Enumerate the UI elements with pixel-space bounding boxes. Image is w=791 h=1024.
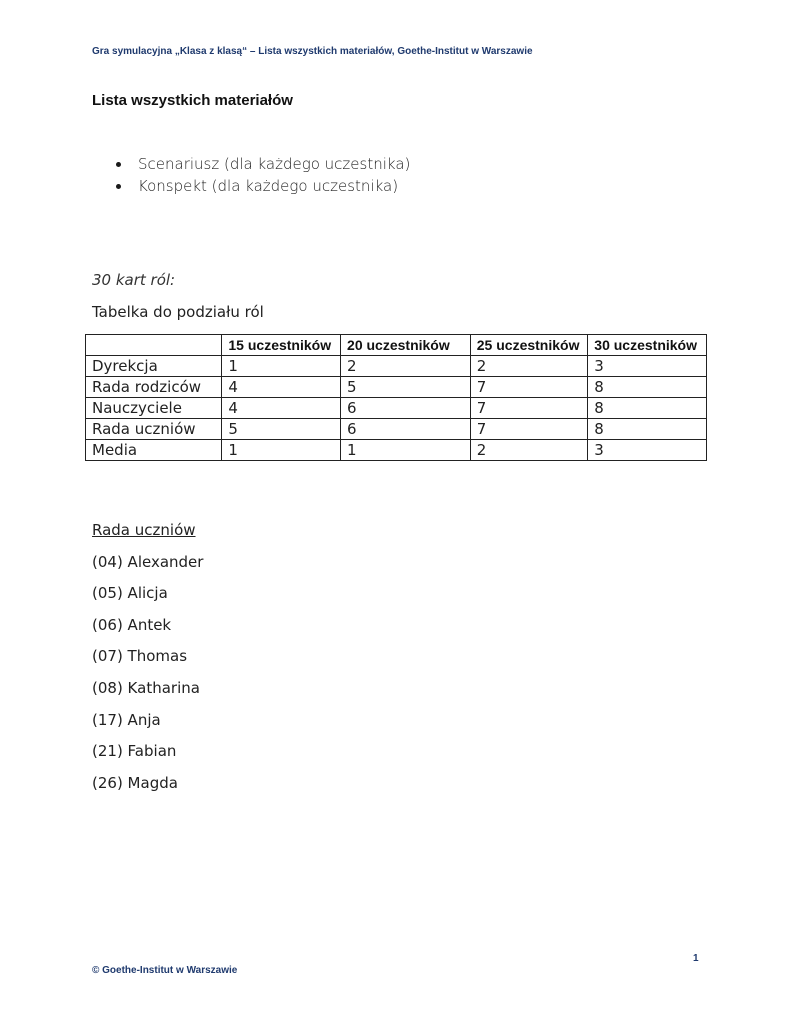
list-item: (08) Katharina [92, 678, 200, 697]
table-cell: 5 [222, 419, 341, 440]
student-council-heading: Rada uczniów [92, 521, 196, 539]
table-header-cell: 25 uczestników [470, 335, 588, 356]
role-name-cell: Rada rodziców [86, 377, 222, 398]
table-header-cell: 15 uczestników [222, 335, 341, 356]
document-title: Lista wszystkich materiałów [92, 92, 293, 109]
materials-list-item [92, 175, 410, 197]
table-header-row [86, 335, 707, 356]
table-cell: 6 [341, 419, 471, 440]
table-header-cell: 30 uczestników [588, 335, 707, 356]
list-item: (05) Alicja [92, 584, 168, 603]
role-distribution-table [85, 334, 707, 461]
table-header-cell: 20 uczestników [341, 335, 471, 356]
materials-list-item [92, 153, 410, 175]
table-cell: 2 [341, 356, 471, 377]
materials-list-item-label: Konspekt (dla każdego uczestnika) [138, 177, 399, 195]
table-cell: 7 [470, 419, 588, 440]
table-cell: 7 [470, 398, 588, 419]
list-item: (26) Magda [92, 773, 178, 792]
table-cell: 2 [470, 356, 588, 377]
page-header: Gra symulacyjna „Klasa z klasą“ – Lista wszystkich materiałów, Goethe-Institut w Warszawie [92, 46, 533, 57]
list-item: (17) Anja [92, 710, 161, 729]
role-cards-heading: 30 kart ról: [92, 271, 176, 289]
table-cell: 5 [341, 377, 471, 398]
table-cell: 1 [222, 356, 341, 377]
table-row [86, 398, 707, 419]
bullet-icon [116, 162, 121, 167]
table-row [86, 356, 707, 377]
list-item: (07) Thomas [92, 647, 188, 666]
role-name-cell: Media [86, 440, 222, 461]
table-cell: 8 [588, 398, 707, 419]
materials-list-item-label: Scenariusz (dla każdego uczestnika) [138, 155, 411, 173]
table-header-cell [86, 335, 222, 356]
table-row [86, 440, 707, 461]
table-cell: 4 [222, 377, 341, 398]
table-row [86, 377, 707, 398]
role-name-cell: Rada uczniów [86, 419, 222, 440]
list-item: (21) Fabian [92, 742, 177, 761]
bullet-icon [116, 184, 121, 189]
list-item: (04) Alexander [92, 552, 204, 571]
table-cell: 6 [341, 398, 471, 419]
table-cell: 1 [222, 440, 341, 461]
table-cell: 2 [470, 440, 588, 461]
role-name-cell: Dyrekcja [86, 356, 222, 377]
role-name-cell: Nauczyciele [86, 398, 222, 419]
student-council-members [92, 552, 203, 793]
table-cell: 3 [588, 356, 707, 377]
page-footer: © Goethe-Institut w Warszawie [92, 965, 238, 976]
table-cell: 7 [470, 377, 588, 398]
table-cell: 8 [588, 377, 707, 398]
student-council-section [92, 520, 203, 804]
materials-list [92, 153, 410, 197]
list-item: (06) Antek [92, 615, 172, 634]
table-cell: 4 [222, 398, 341, 419]
table-cell: 3 [588, 440, 707, 461]
table-cell: 1 [341, 440, 471, 461]
page-number: 1 [693, 953, 699, 964]
table-row [86, 419, 707, 440]
table-cell: 8 [588, 419, 707, 440]
table-caption: Tabelka do podziału ról [92, 303, 264, 321]
